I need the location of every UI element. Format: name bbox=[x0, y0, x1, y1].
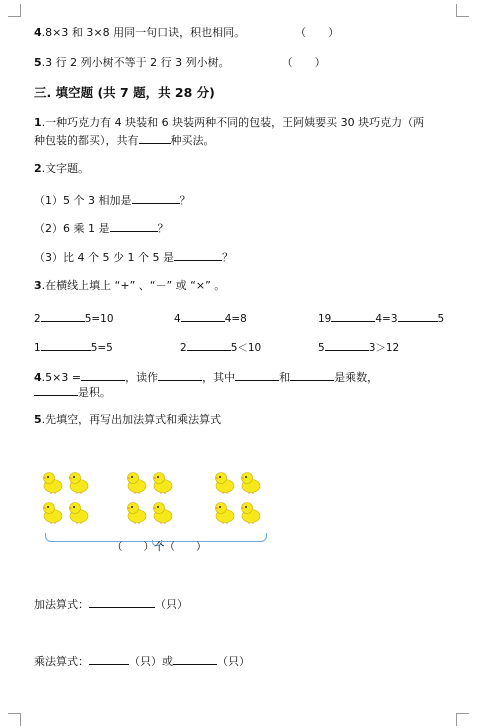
question-text: （1）5 个 3 相加是 bbox=[34, 194, 132, 207]
equation-part: 4 bbox=[174, 313, 181, 325]
unit-text: （只） bbox=[217, 655, 250, 668]
formula-label: 乘法算式： bbox=[34, 655, 89, 668]
answer-blank[interactable] bbox=[132, 192, 180, 204]
answer-blank[interactable] bbox=[331, 310, 375, 322]
answer-blank[interactable] bbox=[325, 339, 369, 351]
answer-blank[interactable] bbox=[41, 310, 85, 322]
q3-row1-item2 bbox=[174, 310, 247, 326]
q1-line2 bbox=[34, 132, 215, 148]
corner-mark-top-left bbox=[8, 4, 21, 17]
q3-row2-item2 bbox=[180, 339, 261, 355]
equation-part: 2 bbox=[34, 313, 41, 325]
question-text: .5×3 = bbox=[41, 371, 82, 384]
question-number: 2 bbox=[34, 162, 42, 175]
chick-icon bbox=[212, 470, 236, 494]
chick-icon bbox=[66, 500, 90, 524]
question-number: 5 bbox=[34, 56, 42, 69]
brace-label: （ ）个（ ） bbox=[112, 541, 207, 553]
answer-blank[interactable] bbox=[173, 653, 217, 665]
question-text: （2）6 乘 1 是 bbox=[34, 222, 110, 235]
answer-blank[interactable] bbox=[34, 384, 78, 396]
question-text: 和 bbox=[279, 371, 291, 384]
answer-blank[interactable] bbox=[89, 596, 155, 608]
q3-row1-item3 bbox=[318, 310, 444, 326]
q2-title bbox=[34, 162, 89, 176]
multiplication-formula bbox=[34, 653, 250, 669]
corner-mark-bottom-right bbox=[456, 713, 469, 726]
equation-part: 5 bbox=[318, 342, 325, 354]
answer-blank[interactable] bbox=[235, 369, 279, 381]
chick-icon bbox=[40, 500, 64, 524]
equation-part: 19 bbox=[318, 313, 332, 325]
chick-icon bbox=[124, 470, 148, 494]
answer-blank[interactable] bbox=[398, 310, 438, 322]
question-text: 是积。 bbox=[78, 386, 111, 399]
equation-part: 4=3 bbox=[375, 313, 398, 325]
q4-line2 bbox=[34, 384, 111, 400]
question-text: ，读作 bbox=[125, 371, 159, 384]
question-number: 5 bbox=[34, 413, 42, 426]
answer-parentheses[interactable]: （ ） bbox=[281, 56, 326, 69]
question-text: ，其中 bbox=[202, 371, 236, 384]
addition-formula bbox=[34, 596, 188, 612]
answer-blank[interactable] bbox=[158, 369, 202, 381]
answer-parentheses[interactable]: （ ） bbox=[295, 26, 340, 39]
answer-blank[interactable] bbox=[181, 310, 225, 322]
chick-icon bbox=[238, 470, 262, 494]
corner-mark-top-right bbox=[456, 4, 469, 17]
answer-blank[interactable] bbox=[89, 653, 129, 665]
question-text: 种买法。 bbox=[170, 134, 215, 147]
equation-part: 3＞12 bbox=[368, 342, 400, 354]
chick-icon bbox=[40, 470, 64, 494]
question-number: 4 bbox=[34, 371, 42, 384]
equation-part: 2 bbox=[180, 342, 187, 354]
question-text: .3 行 2 列小树不等于 2 行 3 列小树。 bbox=[41, 56, 230, 69]
question-text: .文字题。 bbox=[41, 162, 90, 175]
judge-item-5 bbox=[34, 56, 326, 70]
answer-blank[interactable] bbox=[81, 369, 125, 381]
unit-text: （只）或 bbox=[129, 655, 173, 668]
equation-part: 5＜10 bbox=[230, 342, 262, 354]
q1-line1 bbox=[34, 116, 424, 130]
answer-blank[interactable] bbox=[174, 249, 222, 261]
chick-icon bbox=[150, 470, 174, 494]
answer-blank[interactable] bbox=[139, 132, 171, 144]
answer-blank[interactable] bbox=[290, 369, 334, 381]
q2-item-2 bbox=[34, 220, 169, 236]
chick-icon bbox=[66, 470, 90, 494]
question-mark: ？ bbox=[157, 222, 169, 235]
chick-icon bbox=[212, 500, 236, 524]
q4-line1 bbox=[34, 369, 378, 385]
question-text: （3）比 4 个 5 少 1 个 5 是 bbox=[34, 251, 174, 264]
equation-part: 5 bbox=[437, 313, 445, 325]
question-text: .在横线上填上 “+” 、“－” 或 “×” 。 bbox=[41, 279, 226, 292]
chick-icon bbox=[238, 500, 262, 524]
equation-part: 5=10 bbox=[84, 313, 114, 325]
answer-blank[interactable] bbox=[41, 339, 91, 351]
question-text: 是乘数， bbox=[334, 371, 379, 384]
q2-item-3 bbox=[34, 249, 233, 265]
answer-blank[interactable] bbox=[110, 220, 158, 232]
equation-part: 5=5 bbox=[90, 342, 113, 354]
judge-item-4 bbox=[34, 26, 339, 40]
answer-blank[interactable] bbox=[187, 339, 231, 351]
question-number: 3 bbox=[34, 279, 42, 292]
q3-title bbox=[34, 279, 225, 293]
question-mark: ？ bbox=[179, 194, 191, 207]
formula-label: 加法算式： bbox=[34, 598, 89, 611]
corner-mark-bottom-left bbox=[8, 713, 21, 726]
question-number: 1 bbox=[34, 116, 42, 129]
q3-row2-item1 bbox=[34, 339, 113, 355]
unit-text: （只） bbox=[155, 598, 188, 611]
question-text: .先填空，再写出加法算式和乘法算式 bbox=[41, 413, 222, 426]
section-title: 三. 填空题 (共 7 题，共 28 分) bbox=[34, 85, 215, 100]
question-mark: ？ bbox=[221, 251, 233, 264]
chick-icon bbox=[124, 500, 148, 524]
q3-row1-item1 bbox=[34, 310, 114, 326]
equation-part: 1 bbox=[34, 342, 41, 354]
chick-icon bbox=[150, 500, 174, 524]
question-text: .8×3 和 3×8 用同一句口诀，积也相同。 bbox=[41, 26, 246, 39]
question-text: .一种巧克力有 4 块装和 6 块装两种不同的包装，王阿姨要买 30 块巧克力（两 bbox=[41, 116, 425, 129]
q3-row2-item3 bbox=[318, 339, 399, 355]
question-number: 4 bbox=[34, 26, 42, 39]
q5-title bbox=[34, 413, 221, 427]
q2-item-1 bbox=[34, 192, 191, 208]
equation-part: 4=8 bbox=[224, 313, 247, 325]
question-text: 种包装的都买），共有 bbox=[34, 134, 139, 147]
